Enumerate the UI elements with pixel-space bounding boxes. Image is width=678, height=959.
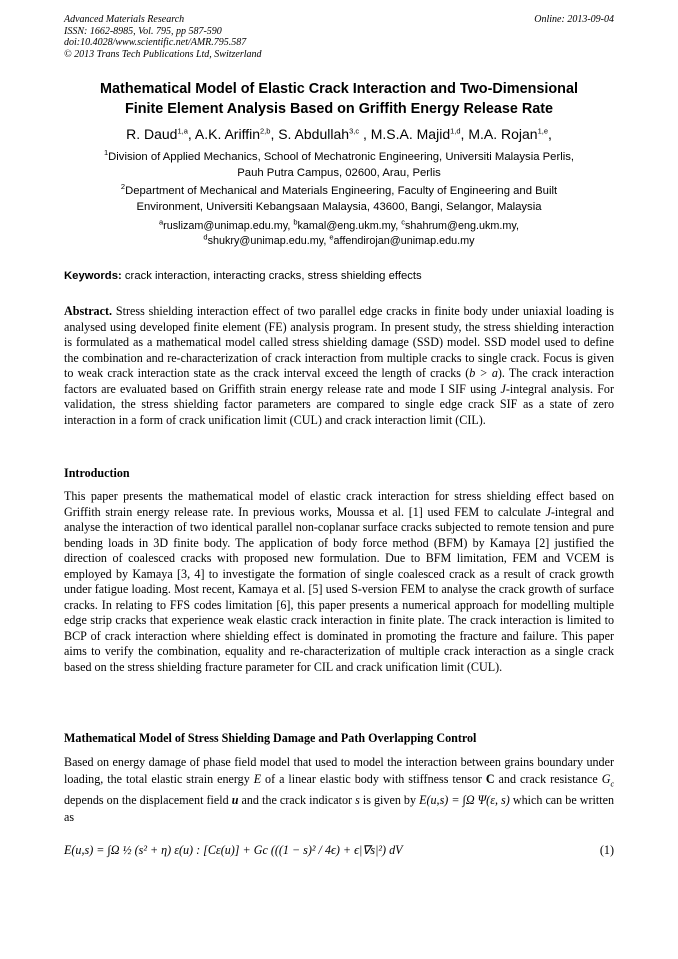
affiliation-text: Pauh Putra Campus, 02600, Arau, Perlis — [237, 167, 441, 179]
model-math: G — [601, 771, 611, 786]
author-name: , S. Abdullah — [270, 126, 350, 142]
email-address: shukry@unimap.edu.my, — [207, 235, 330, 247]
author-separator: , — [548, 126, 552, 142]
journal-header — [64, 14, 614, 60]
issn: ISSN: 1662-8985, Vol. 795, pp 587-590 — [64, 25, 222, 37]
introduction-paragraph — [64, 489, 614, 675]
author-superscript: 3,c — [349, 126, 360, 136]
email-address: kamal@eng.ukm.my, — [297, 220, 402, 232]
section-heading-introduction: Introduction — [64, 466, 130, 480]
author-superscript: 1,e — [537, 126, 549, 136]
introduction-text: This paper presents the mathematical model of elastic crack interaction for stress shielding effect based on Griffith strain energy release rate. In previous works, Moussa et al. [1] used FEM to calculate — [64, 489, 614, 519]
email-address: ruslizam@unimap.edu.my, — [163, 220, 294, 232]
author-name: R. Daud — [126, 126, 178, 142]
email-list — [70, 219, 608, 249]
author-list — [58, 125, 620, 143]
affiliation-text: Department of Mechanical and Materials Engineering, Faculty of Engineering and Built — [125, 185, 558, 197]
model-text: and crack resistance — [494, 771, 602, 786]
email-marker: d — [203, 232, 208, 242]
abstract-math: b > a — [469, 366, 498, 380]
affiliation-text: Division of Applied Mechanics, School of Mechatronic Engineering, Universiti Malaysia Perlis, — [108, 151, 575, 163]
affiliation-1 — [70, 149, 608, 181]
model-text: and the crack indicator — [238, 793, 356, 808]
author-name: , M.S.A. Majid — [359, 126, 451, 142]
online-date: Online: 2013-09-04 — [534, 14, 614, 25]
model-math: s — [355, 793, 360, 808]
keywords-label: Keywords: — [64, 270, 122, 282]
model-text: depends on the displacement field — [64, 793, 232, 808]
author-superscript: 2,b — [260, 126, 271, 136]
abstract-text: Stress shielding interaction effect of two parallel edge cracks in finite body under uniaxial loading is analysed using developed finite element (FE) analysis program. In present study, the stress shielding interaction is formulated as a mathematical model called stress shielding damage (SSD) model. SSD model used to define the combination and re-characterization of crack interaction from multiple cracks to single crack. Focus is given to weak crack interaction state as the crack interval exceed the length of cracks ( — [64, 304, 614, 380]
email-address: shahrum@eng.ukm.my, — [405, 220, 519, 232]
inline-equation: E(u,s) = ∫Ω Ψ(ε, s) — [419, 793, 510, 808]
model-text: is given by — [359, 793, 420, 808]
author-superscript: 1,a — [177, 126, 188, 136]
introduction-math: J — [545, 504, 551, 519]
model-text: of a linear elastic body with stiffness tensor — [261, 771, 486, 786]
doi: doi:10.4028/www.scientific.net/AMR.795.587 — [64, 37, 247, 49]
email-marker: b — [293, 217, 298, 227]
email-marker: c — [401, 217, 406, 227]
section-heading-model: Mathematical Model of Stress Shielding Damage and Path Overlapping Control — [64, 731, 477, 745]
keywords-text: crack interaction, interacting cracks, stress shielding effects — [121, 270, 422, 282]
model-math: u — [231, 793, 239, 808]
introduction-text: -integral and analyse the interaction of two identical parallel non-coplanar surface cracks subjected to remote tension and pure bending loads in 3D finite body. The application of body force method (BFM) by Kamaya [2] justified the direction of coalesced cracks with proposed new formulation. Due to BFM limitation, FEM and VCEM is employed by Kamaya [3, 4] to investigate the formation of single coalesced crack as a result of crack growth under fatigue loading. Most recent, Kamaya et al. [5] used S-version FEM to analyse the crack growth of surface cracks. In relating to FFS codes limitation [6], this paper presents a numerical approach for modelling multiple edge strip cracks that experience weak elastic crack interaction in finite plate. The crack interaction is limited to BCP of crack interaction where shielding effect is dominated in promoting the fracture and failure. This paper aims to verify the combination, equality and re-characterization of multiple crack interaction as a single crack based on the stress shielding fracture parameter for CIL and crack unification limit (CUL). — [64, 504, 614, 674]
affiliation-2 — [70, 183, 608, 215]
journal-name: Advanced Materials Research — [64, 14, 185, 25]
model-text: which can be written as — [64, 793, 614, 824]
affiliation-number: 2 — [120, 182, 126, 192]
abstract-text: ). The crack interaction factors are evaluated based on Griffith strain energy release rate and mode I SIF using — [64, 366, 614, 396]
model-text: Based on energy damage of phase field model that used to model the interaction between grains boundary under loading, the total elastic strain energy — [64, 755, 614, 786]
title-line-1: Mathematical Model of Elastic Crack Interaction and Two-Dimensional — [100, 81, 578, 97]
author-name: , A.K. Ariffin — [187, 126, 260, 142]
abstract — [64, 304, 614, 428]
author-superscript: 1,d — [450, 126, 461, 136]
model-paragraph — [64, 754, 614, 825]
equation-1 — [64, 842, 614, 858]
email-marker: e — [329, 232, 334, 242]
model-math: C — [485, 771, 495, 786]
paper-title — [58, 79, 620, 119]
equation-number: (1) — [599, 843, 614, 857]
equation-body: E(u,s) = ∫Ω ½ (s² + η) ε(u) : [Cε(u)] + Gc (((1 − s)² / 4ϵ) + ϵ|∇s|²) dV — [64, 843, 403, 857]
email-address: affendirojan@unimap.edu.my — [333, 235, 475, 247]
affiliation-text: Environment, Universiti Kebangsaan Malaysia, 43600, Bangi, Selangor, Malaysia — [136, 201, 542, 213]
affiliation-number: 1 — [103, 148, 109, 158]
abstract-text: -integral analysis. For validation, the stress shielding factor parameters are compared to single edge crack SIF as a state of zero interaction in a form of crack unification limit (CUL) and crack interaction limit (CIL). — [64, 381, 614, 427]
email-marker: a — [159, 217, 164, 227]
model-math: E — [253, 771, 262, 786]
copyright: © 2013 Trans Tech Publications Ltd, Switzerland — [64, 48, 262, 60]
abstract-label: Abstract. — [64, 304, 113, 318]
keywords — [64, 269, 614, 284]
author-name: , M.A. Rojan — [460, 126, 538, 142]
model-math-subscript: c — [610, 778, 615, 788]
abstract-math: J — [500, 381, 506, 396]
title-line-2: Finite Element Analysis Based on Griffith Energy Release Rate — [124, 101, 554, 117]
